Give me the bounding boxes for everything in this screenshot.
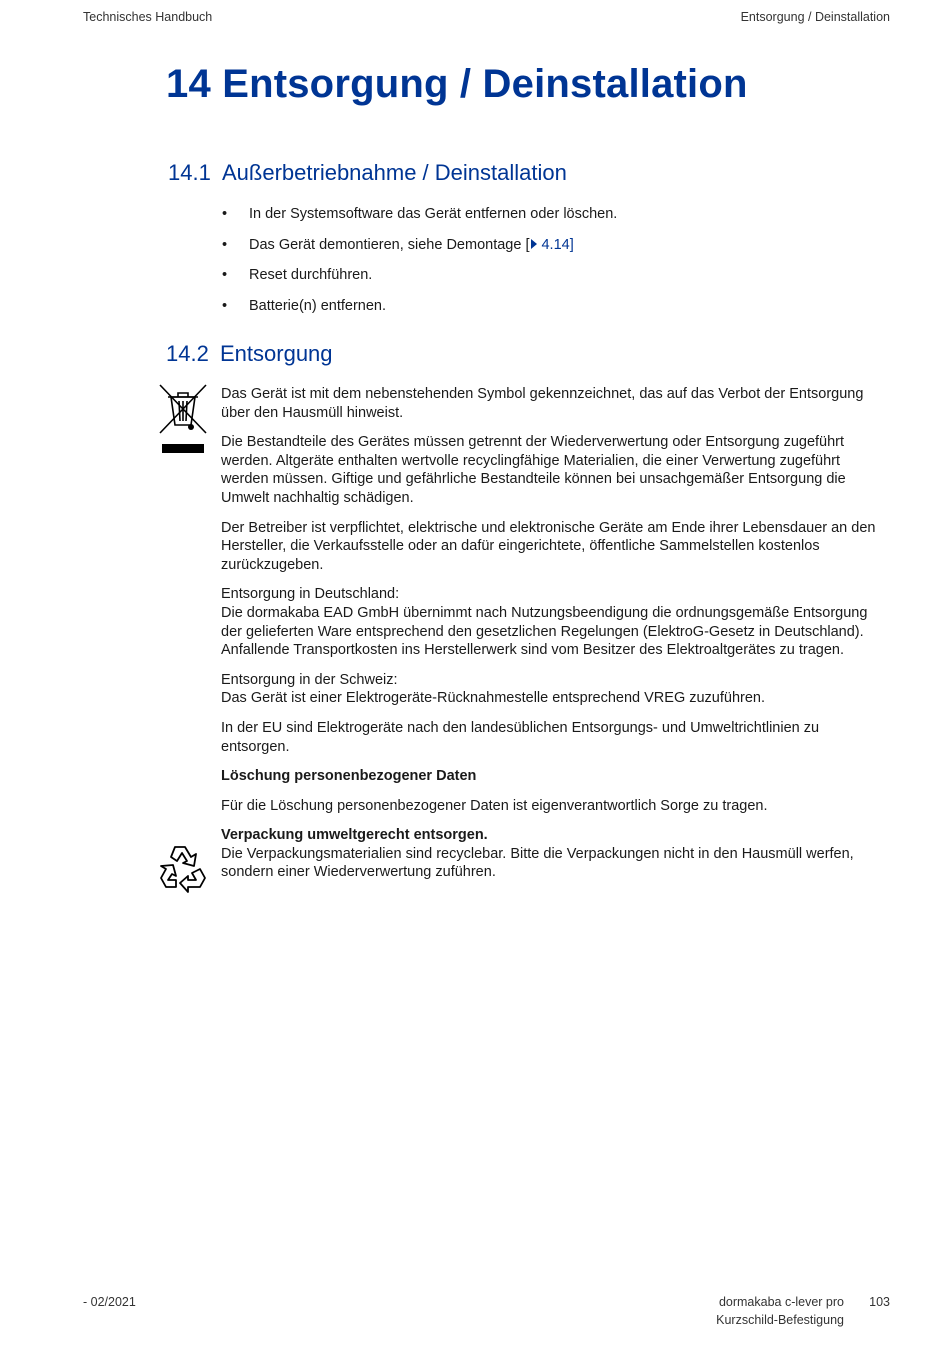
list-item <box>222 297 882 315</box>
bullet-icon: • <box>222 206 228 222</box>
packaging-text: Die Verpackungsmaterialien sind recyclebar. Bitte die Verpackungen nicht in den Hausmüll werfen, sondern einer Wiederverwertung zuführen. <box>221 845 854 881</box>
list-item-text: Das Gerät demontieren, siehe Demontage [ <box>249 236 530 253</box>
bullet-icon: • <box>222 297 228 314</box>
play-arrow-icon <box>531 239 537 249</box>
crossed-out-wheelie-bin-icon <box>158 383 208 455</box>
paragraph: Die Bestandteile des Gerätes müssen getrennt der Wiederverwertung oder Entsorgung zugeführt werden. Altgeräte enthalten wertvolle recyclingfähige Materialien, die einer Verwertung zugeführt werden müssen. Giftige und gefährliche Bestandteile können bei unsachgemäßer Entsorgung die Umwelt nachhaltig schädigen. <box>221 434 846 506</box>
list-item <box>222 205 882 223</box>
section-number: 14.2 <box>166 341 209 366</box>
section-title: Entsorgung <box>220 341 333 366</box>
bullet-icon: • <box>222 267 228 283</box>
section-title: Außerbetriebnahme / Deinstallation <box>222 160 567 185</box>
running-header-right: Entsorgung / Deinstallation <box>740 10 890 24</box>
eu-disposal: In der EU sind Elektrogeräte nach den landesüblichen Entsorgungs- und Umweltrichtlinien zu entsorgen. <box>221 719 820 755</box>
packaging-disposal <box>221 826 889 882</box>
deinstallation-steps-list <box>222 205 882 327</box>
list-item-text: Batterie(n) entfernen. <box>249 297 387 314</box>
swiss-disposal <box>221 671 889 708</box>
data-deletion-heading: Löschung personenbezogener Daten <box>221 768 477 785</box>
section-heading-14-2 <box>166 341 333 367</box>
bullet-icon: • <box>222 236 228 253</box>
demontage-link[interactable] <box>529 237 569 253</box>
list-item <box>222 236 882 254</box>
paragraph: Das Gerät ist mit dem nebenstehenden Symbol gekennzeichnet, das auf das Verbot der Entsorgung über den Hausmüll hinweist. <box>221 386 864 421</box>
footer-product <box>716 1293 844 1329</box>
germany-text: Die dormakaba EAD GmbH übernimmt nach Nutzungsbeendigung die ordnungsgemäße Entsorgung der gelieferten Ware entsprechend den gesetzlichen Regelungen (ElektroG-Gesetz in Deutschland). Anfallende Transportkosten ins Herstellerwerk sind vom Besitzer des Elektroaltgerätes zu tragen. <box>221 604 868 659</box>
paragraph: Der Betreiber ist verpflichtet, elektrische und elektronische Geräte am Ende ihrer Lebensdauer an den Hersteller, die Verkaufsstelle oder an dafür eingerichtete, öffentliche Sammelstellen kostenlos zurückzugeben. <box>221 519 876 573</box>
link-ref: 4.14 <box>541 236 570 253</box>
swiss-text: Das Gerät ist einer Elektrogeräte-Rücknahmestelle entsprechend VREG zuzuführen. <box>221 690 766 707</box>
disposal-body <box>221 385 889 893</box>
chapter-title: 14 Entsorgung / Deinstallation <box>166 62 748 106</box>
swiss-heading: Entsorgung in der Schweiz: <box>221 671 398 688</box>
section-heading-14-1 <box>168 160 567 186</box>
germany-heading: Entsorgung in Deutschland: <box>221 586 400 603</box>
footer-product-line1: dormakaba c-lever pro <box>718 1295 844 1309</box>
packaging-heading: Verpackung umweltgerecht entsorgen. <box>221 827 488 844</box>
list-item <box>222 266 882 284</box>
link-bracket-close: ] <box>569 236 574 253</box>
recycling-arrows-icon <box>158 843 208 895</box>
data-deletion-text: Für die Löschung personenbezogener Daten ist eigenverantwortlich Sorge zu tragen. <box>221 797 768 814</box>
section-number: 14.1 <box>168 160 211 185</box>
footer-product-line2: Kurzschild-Befestigung <box>716 1313 844 1327</box>
list-item-text: Reset durchführen. <box>249 267 373 283</box>
germany-disposal <box>221 585 889 659</box>
page-number: 103 <box>869 1295 890 1309</box>
footer-date: - 02/2021 <box>83 1295 136 1309</box>
running-header-left: Technisches Handbuch <box>83 10 213 24</box>
list-item-text: In der Systemsoftware das Gerät entfernen oder löschen. <box>249 206 618 222</box>
